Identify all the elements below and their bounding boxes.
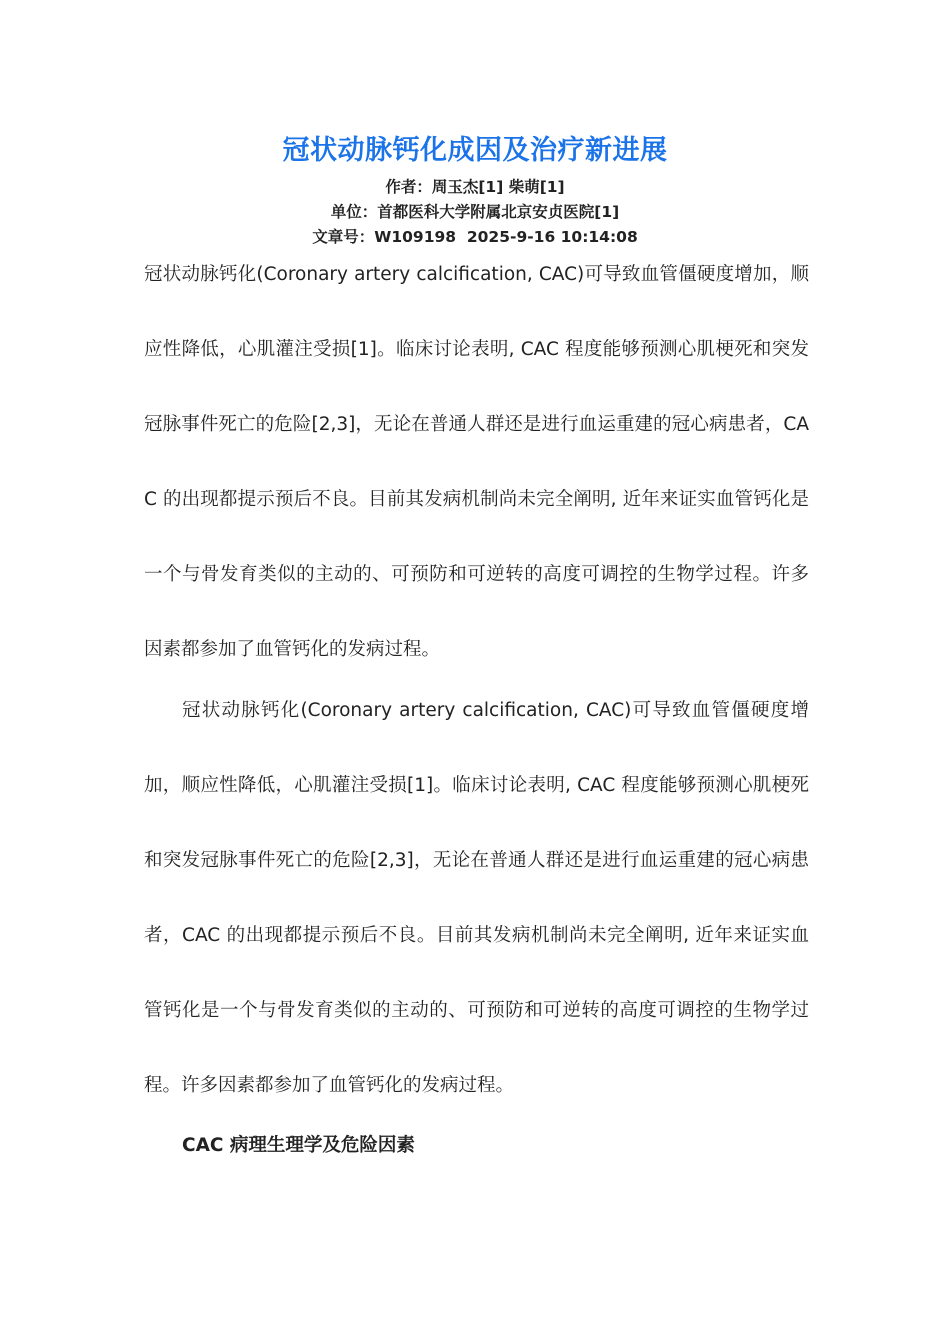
article-title: 冠状动脉钙化成因及治疗新进展 bbox=[282, 135, 668, 166]
section-heading: CAC 病理生理学及危险因素 bbox=[182, 1135, 415, 1156]
affiliation-line: 单位：首都医科大学附属北京安贞医院[1] bbox=[330, 203, 620, 221]
body-paragraph-1: 冠状动脉钙化(Coronary artery calcification, CAC)可导致血管僵硬度增加，顺应性降低，心肌灌注受损[1]。临床讨论表明, CAC 程度能够预测心肌梗死和突发冠脉事件死亡的危险[2,3]，无论在普通人群还是进行血运重建的冠心病患者，CAC 的出现都提示预后不良。目前其发病机制尚未完全阐明, 近年来证实血管钙化是一个与骨发育类似的主动的、可预防和可逆转的高度可调控的生物学过程。许多因素都参加了血管钙化的发病过程。 bbox=[144, 264, 809, 660]
author-line: 作者：周玉杰[1] 柴萌[1] bbox=[385, 178, 565, 196]
body-paragraph-2: 冠状动脉钙化(Coronary artery calcification, CAC)可导致血管僵硬度增加，顺应性降低，心肌灌注受损[1]。临床讨论表明, CAC 程度能够预测心肌梗死和突发冠脉事件死亡的危险[2,3]，无论在普通人群还是进行血运重建的冠心病患者，CAC 的出现都提示预后不良。目前其发病机制尚未完全阐明, 近年来证实血管钙化是一个与骨发育类似的主动的、可预防和可逆转的高度可调控的生物学过程。许多因素都参加了血管钙化的发病过程。 bbox=[144, 700, 809, 1096]
article-number-line: 文章号：W109198 2025-9-16 10:14:08 bbox=[312, 228, 638, 246]
